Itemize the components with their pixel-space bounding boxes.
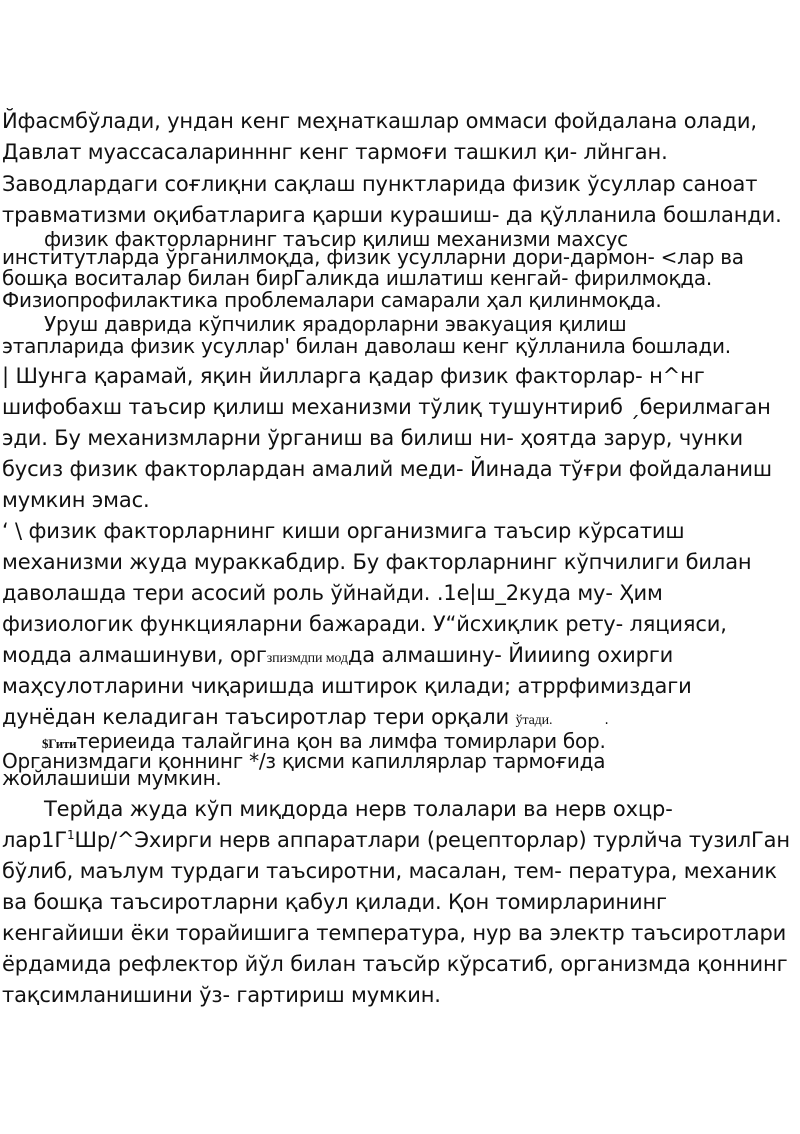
text-line-22-part-1: дунёдан келадиган таъсиротлар тери орқали xyxy=(2,705,516,729)
text-line-17: механизми жуда мураккабдир. Бу факторларнинг кўпчилиги билан xyxy=(2,550,752,574)
text-line-6: институтларда ўрганилмоқда, физик усулларни дори-дармон- <лар ва xyxy=(2,245,744,269)
text-line-1: Йфасмбўлади, ундан кенг меҳнаткашлар оммаси фойдалана олади, xyxy=(2,109,757,133)
text-line-19: физиологик функцияларни бажаради. У“йсхиқлик рету- ляцияси, xyxy=(2,612,727,636)
text-line-2: Давлат муассасаларинннг кенг тармоғи ташкил қи- лйнган. xyxy=(2,140,668,164)
text-line-11: | Шунга қарамай, яқин йилларга қадар физик факторлар- н^нг xyxy=(2,364,705,388)
text-line-10: этапларида физик усуллар' билан даволаш кенг қўлланила бошлади. xyxy=(2,334,731,358)
text-line-32: тақсимланишини ўз- гартириш мумкин. xyxy=(2,983,441,1007)
text-line-24: Организмдаги қоннинг */з қисми капиллярлар тармоғида xyxy=(2,749,606,773)
text-line-27 xyxy=(2,827,790,853)
text-line-21: маҳсулотларини чиқаришда иштирок қилади; атррфимиздаги xyxy=(2,674,692,698)
text-line-12: шифобахш таъсир қилиш механизми тўлиқ тушунтириб ˏберилмаган xyxy=(2,395,771,419)
text-line-13: эди. Бу механизмларни ўрганиш ва билиш ни- ҳоятда зарур, чунки xyxy=(2,426,743,450)
text-line-22-part-2: ўтади. xyxy=(515,713,553,728)
text-line-27-superscript: 1 xyxy=(67,828,75,842)
text-line-20-part-3: да алмашину- Йиииng охирги xyxy=(347,643,674,667)
text-line-30: кенгайиши ёки торайишига температура, нур ва электр таъсиротлари xyxy=(2,921,787,945)
text-line-15: мумкин эмас. xyxy=(2,488,150,512)
text-line-9: Уруш даврида кўпчилик ярадорларни эвакуация қилиш xyxy=(44,312,627,336)
text-line-27-part-2: Шр/^Эхирги нерв аппаратлари (рецепторлар) турлйча тузилГан xyxy=(74,828,790,852)
text-line-3: Заводлардаги соғлиқни сақлаш пунктларида физик ўсуллар саноат xyxy=(2,172,758,196)
text-line-8: Физиопрофилактика проблемалари самарали ҳал қилинмоқда. xyxy=(2,288,662,312)
text-line-23-part-2: териеида талайгина қон ва лимфа томирлари бор. xyxy=(76,729,606,753)
text-line-5: физик факторларнинг таъсир қилиш механизми махсус xyxy=(44,227,628,251)
text-line-4: травматизми оқибатларига қарши курашиш- да қўлланила бошланди. xyxy=(2,203,782,227)
text-line-26: Терйда жуда кўп миқдорда нерв толалари ва нерв охцр- xyxy=(44,797,673,821)
text-line-14: бусиз физик факторлардан амалий меди- Йинада тўғри фойдаланиш xyxy=(2,457,772,481)
text-line-29: ва бошқа таъсиротларни қабул қилади. Қон томирларининг xyxy=(2,890,667,914)
text-line-20 xyxy=(2,642,673,672)
text-line-23-part-1: $Гити xyxy=(42,736,77,751)
text-line-16: ‘ \ физик факторларнинг киши организмига таъсир кўрсатиш xyxy=(2,519,685,543)
text-line-18: даволашда тери асосий роль ўйнайди. .1е|ш_2куда му- Ҳим xyxy=(2,581,663,605)
text-line-31: ёрдамида рефлектор йўл билан таъсйр кўрсатиб, организмда қоннинг xyxy=(2,952,788,976)
text-line-7: бошқа воситалар билан бирГаликда ишлатиш кенгай- фирилмоқда. xyxy=(2,266,713,290)
text-line-25: жойлашиши мумкин. xyxy=(2,766,222,790)
text-line-27-part-1: лар1Г xyxy=(2,828,68,852)
text-line-28: бўлиб, маълум турдаги таъсиротни, масалан, тем- пература, механик xyxy=(2,859,777,883)
text-line-20-part-2: зпизмдпи мод xyxy=(266,651,348,666)
text-line-22-part-3: . xyxy=(604,712,609,728)
text-line-20-part-1: модда алмашинуви, орг xyxy=(2,643,267,667)
